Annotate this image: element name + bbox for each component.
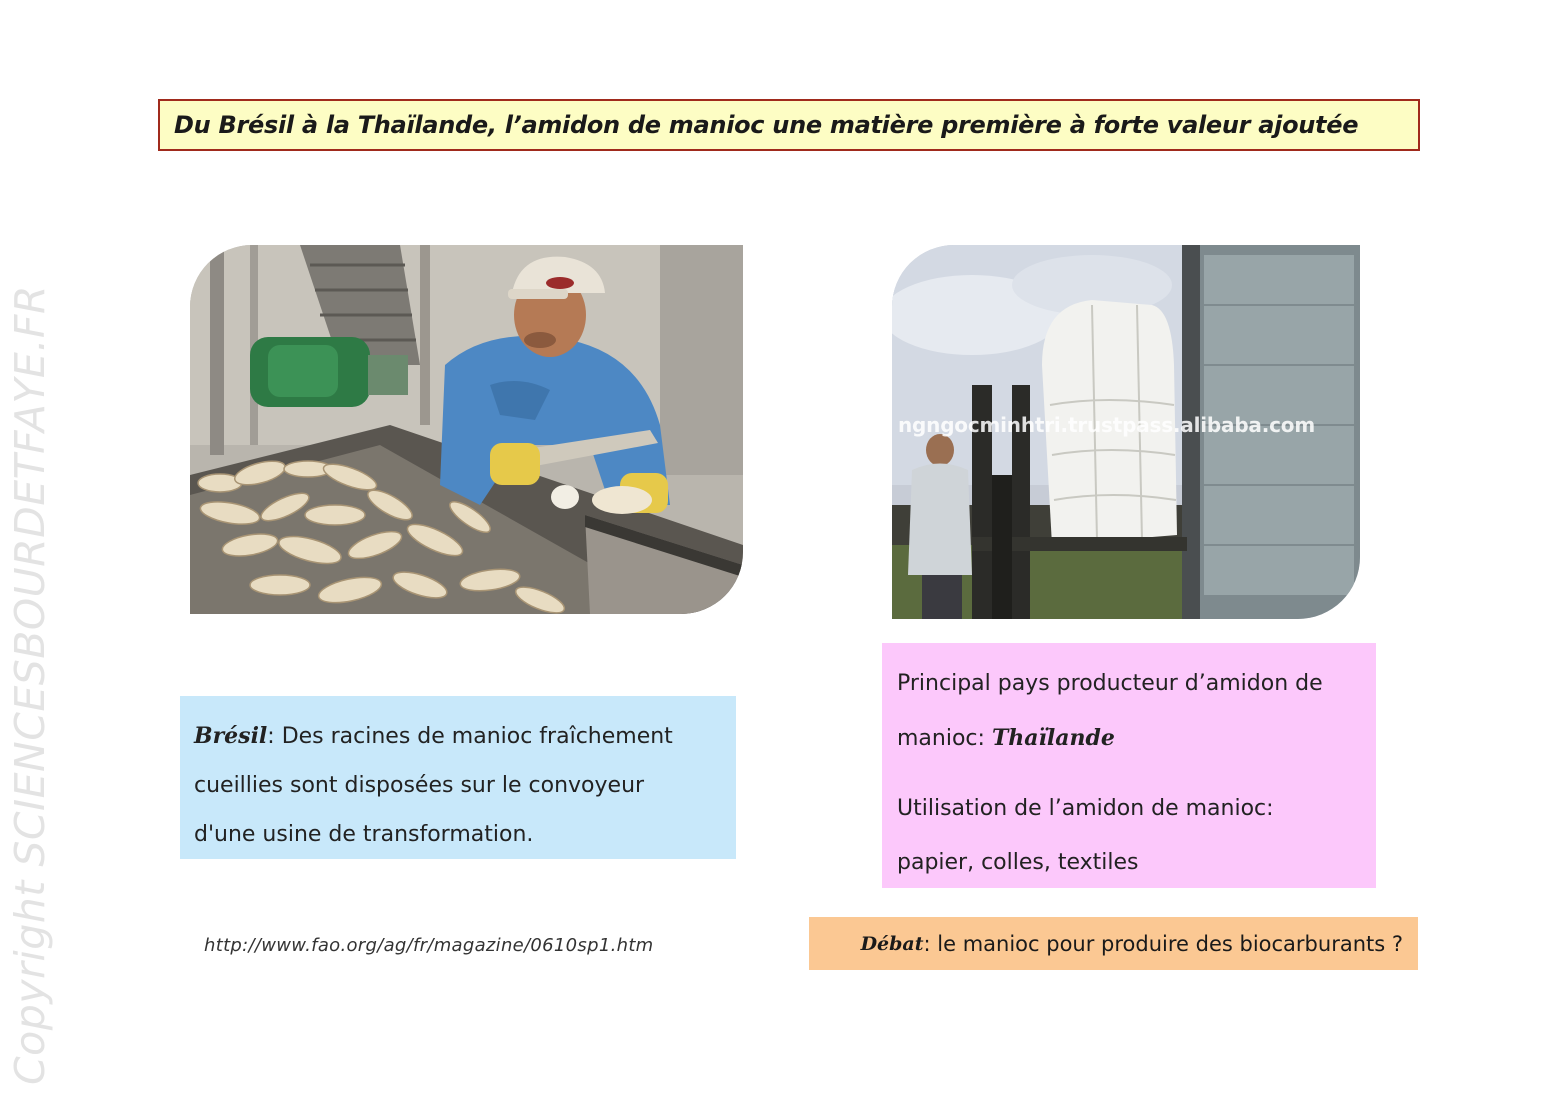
bresil-line-3: d'une usine de transformation. <box>194 822 534 847</box>
debat-text: : le manioc pour produire des biocarburants ? <box>923 931 1403 956</box>
bresil-caption-box <box>180 696 736 859</box>
thailande-line-2 <box>897 711 1361 766</box>
copyright-watermark: Copyright SCIENCESBOURDETFAYE.FR <box>6 285 54 1085</box>
cassava-conveyor-illustration <box>190 245 743 614</box>
photo-starch-bags <box>892 245 1360 619</box>
debat-label: Débat <box>860 932 924 955</box>
photo-cassava-conveyor <box>190 245 743 614</box>
thailande-line-1: Principal pays producteur d’amidon de <box>897 671 1323 696</box>
bresil-line-2: cueillies sont disposées sur le convoyeur <box>194 773 645 798</box>
photo-source-watermark: ngngocminhtri.trustpass.alibaba.com <box>898 413 1315 437</box>
usage-line-2: papier, colles, textiles <box>897 850 1139 875</box>
source-link[interactable]: http://www.fao.org/ag/fr/magazine/0610sp1.htm <box>204 935 654 956</box>
thailande-country: Thaïlande <box>991 725 1115 751</box>
debat-box <box>809 917 1418 970</box>
bresil-label: Brésil <box>194 723 268 749</box>
bresil-line-1 <box>194 712 722 761</box>
thailande-info-box <box>882 643 1376 888</box>
bresil-text-1: : Des racines de manioc fraîchement <box>267 724 673 749</box>
thailande-prefix: manioc: <box>897 726 992 751</box>
usage-line-1: Utilisation de l’amidon de manioc: <box>897 796 1274 821</box>
slide-title: Du Brésil à la Thaïlande, l’amidon de manioc une matière première à forte valeur ajoutée <box>158 99 1420 151</box>
